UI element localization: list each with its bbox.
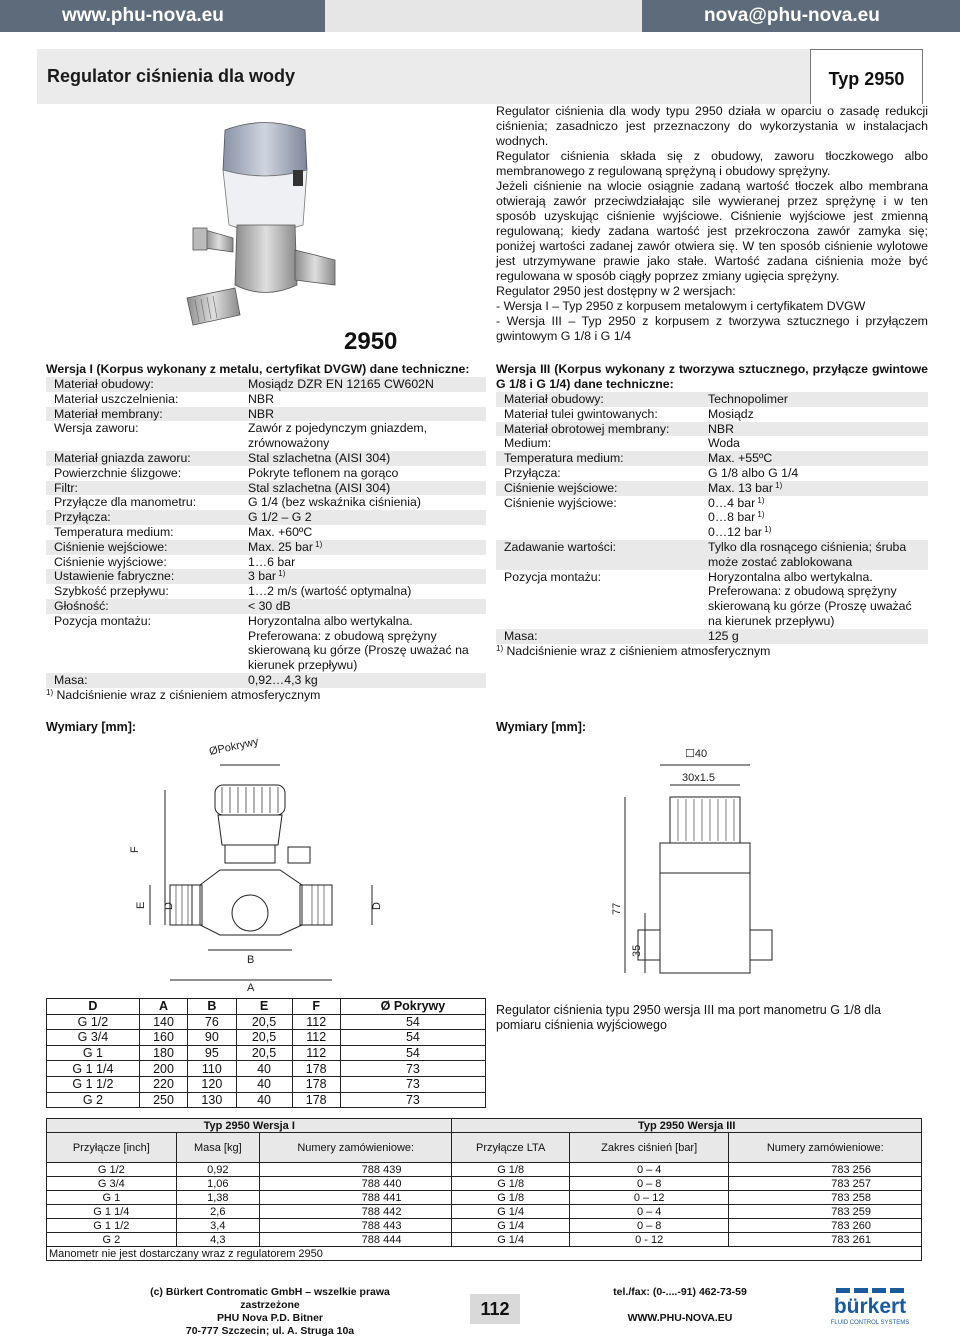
- spec-label: Materiał obudowy:: [504, 392, 604, 406]
- table-cell: 4,3: [176, 1233, 259, 1247]
- table-cell: 0 – 4: [569, 1163, 729, 1177]
- table-cell: 200: [139, 1061, 187, 1077]
- intro-paragraph: - Wersja I – Typ 2950 z korpusem metalowym i certyfikatem DVGW: [496, 299, 866, 313]
- order-group-3: Typ 2950 Wersja III: [452, 1119, 922, 1133]
- spec-row: [46, 599, 486, 614]
- table-row: [47, 1030, 486, 1046]
- table-cell: 783 260: [729, 1219, 922, 1233]
- order-group-1: Typ 2950 Wersja I: [47, 1119, 452, 1133]
- spec-label: Ustawienie fabryczne:: [54, 569, 175, 584]
- spec-value: Max. 25 bar $^{1)}$: [248, 539, 323, 554]
- svg-text:FLUID CONTROL SYSTEMS: FLUID CONTROL SYSTEMS: [830, 1320, 910, 1326]
- table-cell: 120: [188, 1076, 236, 1092]
- spec-row: [496, 407, 928, 422]
- table-row: [47, 1163, 922, 1177]
- intro-paragraph: Regulator 2950 jest dostępny w 2 wersjach:: [496, 284, 736, 298]
- spec-label: Głośność:: [54, 598, 109, 613]
- spec-value: NBR: [708, 421, 734, 436]
- table-cell: 788 439: [259, 1163, 451, 1177]
- spec-value: 1…2 m/s (wartość optymalna): [248, 584, 412, 599]
- table-cell: 73: [340, 1076, 485, 1092]
- table-cell: G 3/4: [47, 1030, 140, 1046]
- spec-row: [46, 555, 486, 570]
- title-bar: [37, 49, 923, 104]
- spec-label: Przyłącza:: [504, 465, 561, 480]
- drawing-label-a: A: [247, 982, 255, 994]
- intro-paragraph: - Wersja III – Typ 2950 z korpusem z tworzywa sztucznego i przyłączem gwintowym G 1/8 i G 1/4: [496, 314, 928, 343]
- spec-label: Przyłącze dla manometru:: [54, 495, 197, 510]
- table-cell: 178: [292, 1061, 340, 1077]
- table-cell: 95: [188, 1045, 236, 1061]
- table-cell: 112: [292, 1030, 340, 1046]
- spec-value: Technopolimer: [708, 392, 788, 406]
- table-cell: G 1/8: [452, 1177, 569, 1191]
- drawing-label-thread: 30x1.5: [682, 772, 716, 784]
- spec-label: Temperatura medium:: [54, 524, 174, 539]
- table-cell: G 1/8: [452, 1191, 569, 1205]
- spec-value: NBR: [248, 406, 274, 421]
- version-3-caption: Regulator ciśnienia typu 2950 wersja III ma port manometru G 1/8 dla pomiaru ciśnienia wyjściowego: [496, 1003, 881, 1032]
- table-cell: 160: [139, 1030, 187, 1046]
- table-cell: G 1: [47, 1191, 177, 1205]
- table-cell: 783 256: [729, 1163, 922, 1177]
- dim-col-header: B: [188, 999, 236, 1015]
- table-cell: 40: [236, 1092, 292, 1108]
- spec-label: Materiał gniazda zaworu:: [54, 450, 191, 465]
- spec-row: [46, 540, 486, 555]
- table-cell: 783 259: [729, 1205, 922, 1219]
- burkert-logo: [818, 1288, 922, 1326]
- intro-text: [496, 104, 928, 344]
- spec-label: Pozycja montażu:: [504, 569, 602, 584]
- table-cell: 40: [236, 1076, 292, 1092]
- spec-label: Wersja zaworu:: [54, 421, 139, 436]
- dim-col-header: A: [139, 999, 187, 1015]
- table-cell: 788 440: [259, 1177, 451, 1191]
- table-cell: 788 443: [259, 1219, 451, 1233]
- spec-label: Materiał tulei gwintowanych:: [504, 406, 658, 421]
- spec-row: [46, 614, 486, 673]
- table-cell: 0 – 4: [569, 1205, 729, 1219]
- spec-value: Horyzontalna albo wertykalna. Preferowana: z obudową sprężyny skierowaną ku górze (Proszę uważać na kierunek przepływu): [248, 613, 469, 673]
- table-row: [47, 1177, 922, 1191]
- order-col-header: Przyłącze LTA: [452, 1133, 569, 1163]
- type-badge: Typ 2950: [810, 49, 923, 104]
- spec-value: Max. +60ºC: [248, 524, 313, 539]
- spec-footnote: $^{1)}$ Nadciśnienie wraz z ciśnieniem atmosferycznym: [496, 643, 771, 658]
- spec-row: [46, 584, 486, 599]
- table-cell: 130: [188, 1092, 236, 1108]
- spec-label: Masa:: [504, 628, 538, 643]
- spec-value: Horyzontalna albo wertykalna. Preferowana: z obudową sprężyny skierowaną ku górze (Proszę uważać na kierunek przepływu): [708, 569, 912, 628]
- spec-row: [496, 570, 928, 629]
- spec-value: Stal szlachetna (AISI 304): [248, 480, 391, 495]
- intro-paragraph: Regulator ciśnienia składa się z obudowy, zaworu tłoczkowego albo membranowego z regulowaną sprężyną i obudowy sprężyny.: [496, 149, 928, 178]
- spec-value: Mosiądz DZR EN 12165 CW602N: [248, 377, 434, 391]
- spec-value: 0,92…4,3 kg: [248, 672, 318, 687]
- spec-value: G 1/2 – G 2: [248, 510, 312, 525]
- drawing-label-d: D: [371, 902, 383, 910]
- table-cell: 250: [139, 1092, 187, 1108]
- drawing-label-cap: ØPokrywy: [208, 735, 260, 758]
- spec-label: Ciśnienie wyjściowe:: [54, 554, 167, 569]
- spec-label: Masa:: [54, 672, 88, 687]
- table-row: [47, 1061, 486, 1077]
- dimensions-table: [46, 998, 486, 1108]
- spec-row: [46, 510, 486, 525]
- page-number: 112: [470, 1294, 520, 1324]
- spec-value: 1…6 bar: [248, 554, 296, 569]
- dimensions-label: Wymiary [mm]:: [496, 720, 587, 734]
- spec-label: Materiał obudowy:: [54, 377, 154, 391]
- table-cell: 0,92: [176, 1163, 259, 1177]
- order-col-header: Zakres ciśnień [bar]: [569, 1133, 729, 1163]
- table-cell: G 1 1/4: [47, 1061, 140, 1077]
- table-row: [47, 1092, 486, 1108]
- spec-heading: Wersja III (Korpus wykonany z tworzywa sztucznego, przyłącze gwintowe G 1/8 i G 1/4) dane techniczne:: [496, 362, 928, 391]
- table-cell: 178: [292, 1076, 340, 1092]
- table-cell: G 2: [47, 1092, 140, 1108]
- spec-label: Temperatura medium:: [504, 451, 624, 466]
- spec-label: Pozycja montażu:: [54, 613, 152, 628]
- spec-label: Materiał obrotowej membrany:: [504, 421, 670, 436]
- table-cell: 20,5: [236, 1014, 292, 1030]
- spec-row: [496, 436, 928, 451]
- order-col-header: Numery zamówieniowe:: [729, 1133, 922, 1163]
- table-cell: 73: [340, 1061, 485, 1077]
- spec-heading: Wersja I (Korpus wykonany z metalu, certyfikat DVGW) dane techniczne:: [46, 362, 470, 376]
- spec-row: [496, 496, 928, 540]
- model-number: 2950: [344, 328, 398, 355]
- table-cell: 783 258: [729, 1191, 922, 1205]
- intro-paragraph: Regulator ciśnienia dla wody typu 2950 działa w oparciu o zasadę redukcji ciśnienia; zasadniczo jest przeznaczony do wykorzystania w instalacjach wodnych.: [496, 104, 928, 148]
- table-row: [47, 1014, 486, 1030]
- spec-value: G 1/4 (bez wskaźnika ciśnienia): [248, 495, 421, 510]
- spec-value: Max. 13 bar $^{1)}$: [708, 480, 783, 495]
- spec-label: Ciśnienie wyjściowe:: [504, 495, 617, 510]
- table-cell: G 1 1/2: [47, 1076, 140, 1092]
- table-cell: G 1/8: [452, 1163, 569, 1177]
- spec-row: [46, 407, 486, 422]
- spec-label: Medium:: [504, 436, 552, 451]
- dimensions-label: Wymiary [mm]:: [46, 720, 137, 734]
- intro-paragraph: Jeżeli ciśnienie na wlocie osiągnie zadaną wartość tłoczek albo membrana otwierają zawór przeciwdziałając sile wywieranej przez sprężynę i w ten sposób uzyskując ciśnienie wyjściowe. Ciśnienie wyjściowe jest zmienną regulowaną; kiedy zadana wartość jest przekroczona zawór zamyka się; poniżej wartości zadanej zawór otwiera się. W ten sposób ciśnienie wylotowe jest utrzymywane prawie jako stałe. Wartość zadana ciśnienia może być regulowana w sposób ciągły poprzez zmiany ugięcia sprężyny.: [496, 179, 928, 283]
- spec-footnote: $^{1)}$ Nadciśnienie wraz z ciśnieniem atmosferycznym: [46, 687, 321, 702]
- table-cell: 180: [139, 1045, 187, 1061]
- order-table: [46, 1118, 922, 1261]
- spec-label: Zadawanie wartości:: [504, 539, 617, 554]
- table-cell: 54: [340, 1045, 485, 1061]
- svg-text:bürkert: bürkert: [833, 1295, 907, 1318]
- order-col-header: Przyłącze [inch]: [47, 1133, 177, 1163]
- spec-row: [46, 569, 486, 584]
- page-title: Regulator ciśnienia dla wody: [47, 66, 296, 86]
- product-photo: [185, 110, 360, 340]
- spec-label: Przyłącza:: [54, 510, 111, 525]
- spec-value: 125 g: [708, 628, 739, 643]
- spec-value: Stal szlachetna (AISI 304): [248, 450, 391, 465]
- table-cell: G 1 1/4: [47, 1205, 177, 1219]
- table-cell: 178: [292, 1092, 340, 1108]
- website-link[interactable]: www.phu-nova.eu: [0, 0, 325, 32]
- table-cell: G 1/2: [47, 1014, 140, 1030]
- table-cell: G 1 1/2: [47, 1219, 177, 1233]
- dim-col-header: F: [292, 999, 340, 1015]
- table-cell: 1,38: [176, 1191, 259, 1205]
- drawing-label-d: D: [163, 902, 175, 910]
- table-cell: 54: [340, 1014, 485, 1030]
- spec-value: Woda: [708, 436, 740, 451]
- table-cell: 788 444: [259, 1233, 451, 1247]
- table-cell: G 1/4: [452, 1233, 569, 1247]
- spec-label: Materiał uszczelnienia:: [54, 391, 179, 406]
- spec-value: Mosiądz: [708, 406, 754, 421]
- spec-label: Powierzchnie ślizgowe:: [54, 465, 182, 480]
- table-cell: 90: [188, 1030, 236, 1046]
- spec-value: NBR: [248, 391, 274, 406]
- table-cell: 40: [236, 1061, 292, 1077]
- spec-value: 0…4 bar $^{1)}$ 0…8 bar $^{1)}$ 0…12 bar $^{1)}$: [708, 495, 772, 540]
- table-row: [47, 1219, 922, 1233]
- table-cell: 20,5: [236, 1030, 292, 1046]
- table-cell: 112: [292, 1014, 340, 1030]
- dimension-drawing-1: [110, 735, 410, 995]
- footer-company: (c) Bürkert Contromatic GmbH – wszelkie prawa zastrzeżone PHU Nova P.D. Bitner 70-777 Szczecin; ul. A. Struga 10a: [150, 1286, 390, 1337]
- dimension-drawing-3: [600, 735, 800, 990]
- drawing-label-35: 35: [631, 944, 643, 957]
- top-bar: [0, 0, 960, 32]
- table-cell: G 1/4: [452, 1219, 569, 1233]
- drawing-label-e: E: [135, 901, 147, 909]
- spec-value: G 1/8 albo G 1/4: [708, 465, 799, 480]
- spec-value: Pokryte teflonem na gorąco: [248, 465, 399, 480]
- spec-row: [46, 466, 486, 481]
- table-cell: 54: [340, 1030, 485, 1046]
- spec-row: [496, 392, 928, 407]
- table-cell: G 1/4: [452, 1205, 569, 1219]
- table-cell: 0 – 8: [569, 1219, 729, 1233]
- table-cell: 220: [139, 1076, 187, 1092]
- table-cell: 3,4: [176, 1219, 259, 1233]
- spec-row: [496, 422, 928, 437]
- spec-value: Zawór z pojedynczym gniazdem, zrównoważony: [248, 421, 428, 451]
- table-cell: 0 – 12: [569, 1191, 729, 1205]
- drawing-label-square: ☐40: [685, 748, 708, 760]
- spec-value: < 30 dB: [248, 598, 291, 613]
- table-cell: 73: [340, 1092, 485, 1108]
- table-cell: 20,5: [236, 1045, 292, 1061]
- spec-row: [496, 481, 928, 496]
- table-cell: 0 – 8: [569, 1177, 729, 1191]
- spec-row: [46, 451, 486, 466]
- table-cell: G 1/2: [47, 1163, 177, 1177]
- table-cell: 0 - 12: [569, 1233, 729, 1247]
- table-cell: 788 442: [259, 1205, 451, 1219]
- table-cell: 110: [188, 1061, 236, 1077]
- table-cell: 140: [139, 1014, 187, 1030]
- dim-col-header: Ø Pokrywy: [340, 999, 485, 1015]
- table-cell: 788 441: [259, 1191, 451, 1205]
- table-cell: 76: [188, 1014, 236, 1030]
- dim-col-header: D: [47, 999, 140, 1015]
- table-cell: G 1: [47, 1045, 140, 1061]
- table-cell: 783 261: [729, 1233, 922, 1247]
- spec-row: [46, 495, 486, 510]
- dim-col-header: E: [236, 999, 292, 1015]
- table-cell: G 2: [47, 1233, 177, 1247]
- spec-row: [46, 673, 486, 688]
- spec-row: [496, 629, 928, 644]
- spec-version-3: [496, 362, 928, 659]
- spec-label: Filtr:: [54, 480, 78, 495]
- table-row: [47, 1205, 922, 1219]
- drawing-label-b: B: [247, 954, 255, 966]
- table-row: [47, 1191, 922, 1205]
- spec-value: Tylko dla rosnącego ciśnienia; śruba może zostać zablokowana: [708, 539, 907, 569]
- spec-label: Ciśnienie wejściowe:: [504, 480, 618, 495]
- spec-version-1: [46, 362, 486, 703]
- table-cell: G 3/4: [47, 1177, 177, 1191]
- spec-row: [46, 392, 486, 407]
- table-row: [47, 1076, 486, 1092]
- table-cell: 2,6: [176, 1205, 259, 1219]
- order-col-header: Masa [kg]: [176, 1133, 259, 1163]
- table-row: [47, 1233, 922, 1247]
- email-link[interactable]: nova@phu-nova.eu: [642, 0, 960, 32]
- spec-label: Materiał membrany:: [54, 406, 163, 421]
- spec-row: [46, 421, 486, 451]
- table-cell: 1,06: [176, 1177, 259, 1191]
- table-cell: 783 257: [729, 1177, 922, 1191]
- spec-label: Ciśnienie wejściowe:: [54, 539, 168, 554]
- spec-value: Max. +55ºC: [708, 451, 773, 466]
- spec-label: Szybkość przepływu:: [54, 584, 169, 599]
- footer-contact: tel./fax: (0-....-91) 462-73-59 WWW.PHU-NOVA.EU: [590, 1286, 770, 1325]
- drawing-label-f: F: [129, 846, 141, 853]
- footer: [0, 1284, 960, 1337]
- drawing-label-77: 77: [611, 902, 623, 915]
- spec-row: [496, 466, 928, 481]
- spec-row: [496, 540, 928, 570]
- spec-row: [46, 377, 486, 392]
- spec-row: [46, 481, 486, 496]
- spec-value: 3 bar $^{1)}$: [248, 569, 286, 584]
- spec-row: [46, 525, 486, 540]
- order-note: Manometr nie jest dostarczany wraz z regulatorem 2950: [47, 1247, 922, 1261]
- table-cell: 112: [292, 1045, 340, 1061]
- order-col-header: Numery zamówieniowe:: [259, 1133, 451, 1163]
- table-row: [47, 1045, 486, 1061]
- footer-web-link[interactable]: WWW.PHU-NOVA.EU: [627, 1312, 733, 1324]
- spec-row: [496, 451, 928, 466]
